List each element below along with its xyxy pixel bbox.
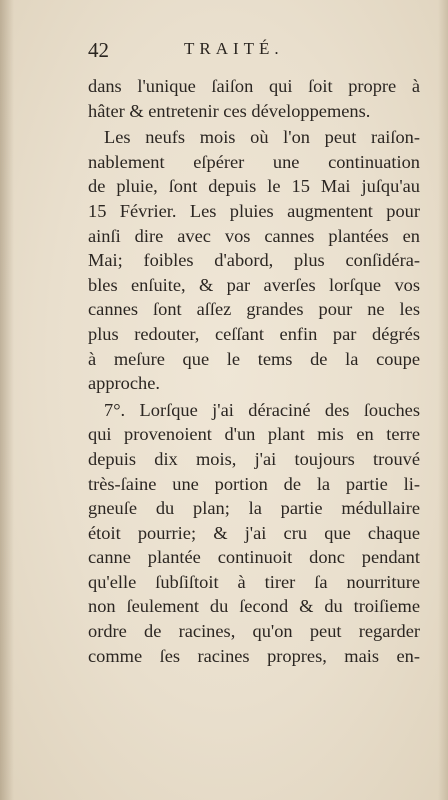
page-edge bbox=[438, 0, 448, 800]
text-line: 7°. Lorſque j'ai déraciné des ſouches bbox=[104, 399, 420, 420]
text-line: qui provenoient d'un plant mis en terre bbox=[88, 424, 420, 445]
running-title: TRAITÉ. bbox=[184, 39, 284, 58]
text-line: Mai; foibles d'abord, plus conſidéra- bbox=[88, 250, 420, 271]
text-line: ordre de racines, qu'on peut regarder bbox=[88, 621, 420, 642]
text-line: de pluie, ſont depuis le 15 Mai juſqu'au bbox=[88, 176, 420, 197]
text-line: plus redouter, ceſſant enfin par dégrés bbox=[88, 323, 420, 344]
gutter-shadow bbox=[0, 0, 14, 800]
text-line: très-ſaine une portion de la partie li- bbox=[88, 473, 420, 494]
text-line: dans l'unique ſaiſon qui ſoit propre à bbox=[88, 76, 420, 96]
text-line: canne plantée continuoit donc pendant bbox=[88, 547, 420, 568]
text-line: cannes ſont aſſez grandes pour ne les bbox=[88, 299, 420, 320]
text-line: étoit pourrie; & j'ai cru que chaque bbox=[88, 522, 420, 543]
body-text bbox=[88, 74, 420, 668]
text-line: ainſi dire avec vos cannes plantées en bbox=[88, 225, 420, 246]
text-line: non ſeulement du ſecond & du troiſieme bbox=[88, 596, 420, 617]
page-number: 42 bbox=[88, 38, 109, 62]
text-line: gneuſe du plan; la partie médullaire bbox=[88, 498, 420, 519]
text-line: Les neufs mois où l'on peut raiſon- bbox=[104, 127, 420, 148]
page-header bbox=[88, 38, 420, 68]
text-line: approche. bbox=[88, 373, 160, 394]
text-line: hâter & entretenir ces développemens. bbox=[88, 100, 371, 121]
text-line: 15 Février. Les pluies augmentent pour bbox=[88, 200, 420, 221]
text-line: à meſure que le tems de la coupe bbox=[88, 348, 420, 369]
paragraph bbox=[88, 398, 420, 669]
text-line: depuis dix mois, j'ai toujours trouvé bbox=[88, 448, 420, 469]
text-line: comme ſes racines propres, mais en- bbox=[88, 645, 420, 666]
text-line: bles enſuite, & par averſes lorſque vos bbox=[88, 274, 420, 295]
text-line: nablement eſpérer une continuation bbox=[88, 151, 420, 172]
paragraph bbox=[88, 125, 420, 396]
text-line: qu'elle ſubſiſtoit à tirer ſa nourriture bbox=[88, 571, 420, 592]
paragraph bbox=[88, 74, 420, 123]
